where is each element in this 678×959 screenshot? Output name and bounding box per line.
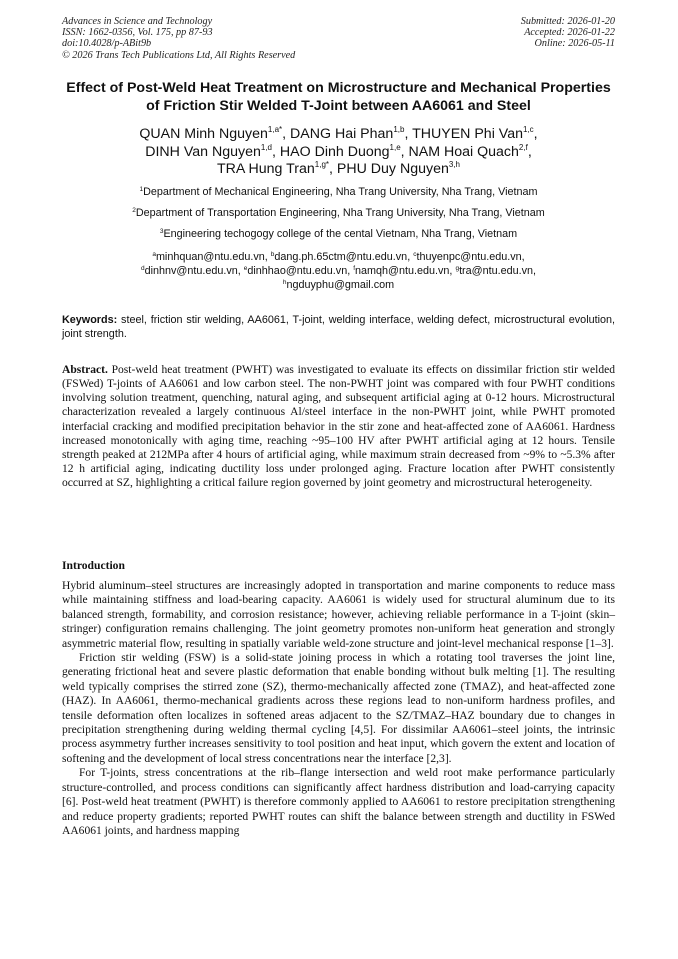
keywords-label: Keywords: [62, 314, 118, 326]
email-list [62, 250, 615, 292]
accepted-date: Accepted: 2026-01-22 [524, 27, 615, 39]
email[interactable]: $^f$namqh@ntu.edu.vn, [353, 265, 456, 277]
email[interactable]: $^g$tra@ntu.edu.vn, [455, 265, 537, 277]
affiliation: $^3$Engineering techogogy college of the cental Vietnam, Nha Trang, Vietnam [159, 228, 518, 240]
introduction-body [62, 579, 615, 838]
email[interactable]: $^c$thuyenpc@ntu.edu.vn, [413, 251, 525, 263]
abstract-label: Abstract. [62, 364, 108, 376]
author: THUYEN Phi Van$^{1,c}$, [412, 125, 538, 142]
paragraph: Friction stir welding (FSW) is a solid-state joining process in which a rotating tool traverses the joint line, generating frictional heat and severe plastic deformation that enable bonding without bulk melting [1]. The resulting weld typically comprises the stirred zone (SZ), thermo-mechanically affected zone (TMAZ), and heat-affected zone (HAZ). In AA6061, thermo-mechanical gradients across these regions lead to non-uniform hardness profiles, and tensile deformation often localizes in softened areas adjacent to the SZ/TMAZ–HAZ boundary due to changes in precipitation strengthening during welding thermal cycling [4,5]. For dissimilar AA6061–steel joints, the intrinsic process asymmetry further increases sensitivity to tool position and heat input, which govern the extent and location of softening and the development of local stress concentrations near the interface [2,3]. [62, 652, 615, 765]
keywords [62, 313, 615, 341]
abstract-text: Post-weld heat treatment (PWHT) was investigated to evaluate its effects on dissimilar friction stir welded (FSWed) T-joints of AA6061 and low carbon steel. The non-PWHT joint was compared with four PWHT conditions involving solution treatment, quenching, natural aging, and subsequent artificial aging at 0-12 hours. Microstructural characterization revealed a largely continuous Al/steel interface in the non-PWHT joint, while PWHT promoted interfacial cracking and modified precipitation behavior in the stir zone and heat-affected zone of AA6061. Hardness increased monotonically with aging time, reaching ~95–100 HV after PWHT artificial aging at 12 hours. Tensile strength peaked at 212MPa after 4 hours of artificial aging, while maximum strain decreased from ~9% to ~5.3% after 12 h artificial aging, indicating ductility loss under prolonged aging. Fracture location after PWHT consistently occurred at SZ, highlighting a critical failure region governed by joint geometry and microstructural heterogeneity. [62, 364, 615, 490]
issn-line: ISSN: 1662-0356, Vol. 175, pp 87-93 [62, 27, 213, 39]
author: TRA Hung Tran$^{1,g*}$, [216, 160, 337, 177]
author: DANG Hai Phan$^{1,b}$, [290, 125, 413, 142]
doi-line: doi:10.4028/p-ABit9b [62, 38, 152, 50]
journal-name: Advances in Science and Technology [62, 16, 213, 27]
abstract [62, 363, 615, 490]
author: QUAN Minh Nguyen$^{1,a*}$, [139, 125, 291, 142]
dates-header [521, 16, 615, 50]
author: DINH Van Nguyen$^{1,d}$, [145, 142, 280, 160]
email[interactable]: $^h$ngduyphu@gmail.com [282, 279, 395, 291]
paper-title: Effect of Post-Weld Heat Treatment on Microstructure and Mechanical Properties of Friction Stir Welded T-Joint between AA6061 and Steel [66, 80, 611, 114]
submitted-date: Submitted: 2026-01-20 [520, 16, 615, 27]
affiliation: $^1$Department of Mechanical Engineering, Nha Trang University, Nha Trang, Vietnam [139, 186, 538, 198]
paragraph: Hybrid aluminum–steel structures are increasingly adopted in transportation and marine components to reduce mass while maintaining stiffness and load-bearing capacity. AA6061 is widely used for structural aluminum due to its balanced strength, formability, and corrosion resistance; however, achieving reliable performance in a T-joint (skin–stringer) configuration remains challenging. The joint geometry promotes non-uniform heat generation and strongly asymmetric material flow, resulting in spatially variable weld-zone structure and joint-level mechanical response [1–3]. [62, 580, 615, 650]
journal-header [62, 16, 295, 61]
paragraph: For T-joints, stress concentrations at the rib–flange intersection and weld root make performance particularly structure-controlled, and process conditions can significantly affect hardness distribution and load-carrying capacity [6]. Post-weld heat treatment (PWHT) is therefore commonly applied to AA6061 to restore precipitation strengthening and reduce property gradients; reported PWHT routes can shift the balance between strength and ductility in FSWed AA6061 joints, and hardness mapping [62, 767, 615, 837]
online-date: Online: 2026-05-11 [534, 38, 615, 50]
author: HAO Dinh Duong$^{1,e}$, [279, 142, 409, 160]
affiliation: $^2$Department of Transportation Engineering, Nha Trang University, Nha Trang, Vietnam [132, 207, 545, 219]
email[interactable]: $^e$dinhhao@ntu.edu.vn, [243, 265, 354, 277]
copyright-line: © 2026 Trans Tech Publications Ltd, All Rights Reserved [62, 49, 296, 61]
author-list [62, 126, 615, 179]
keywords-text: steel, friction stir welding, AA6061, T-joint, welding interface, welding defect, microstructural evolution, joint strength. [62, 314, 615, 341]
section-heading-introduction: Introduction [62, 559, 125, 572]
author: NAM Hoai Quach$^{2,f}$, [408, 142, 532, 160]
email[interactable]: $^d$dinhnv@ntu.edu.vn, [140, 265, 244, 277]
email[interactable]: $^a$minhquan@ntu.edu.vn, [152, 251, 271, 263]
email[interactable]: $^b$dang.ph.65ctm@ntu.edu.vn, [270, 251, 414, 263]
author: PHU Duy Nguyen$^{3,h}$ [336, 160, 460, 177]
